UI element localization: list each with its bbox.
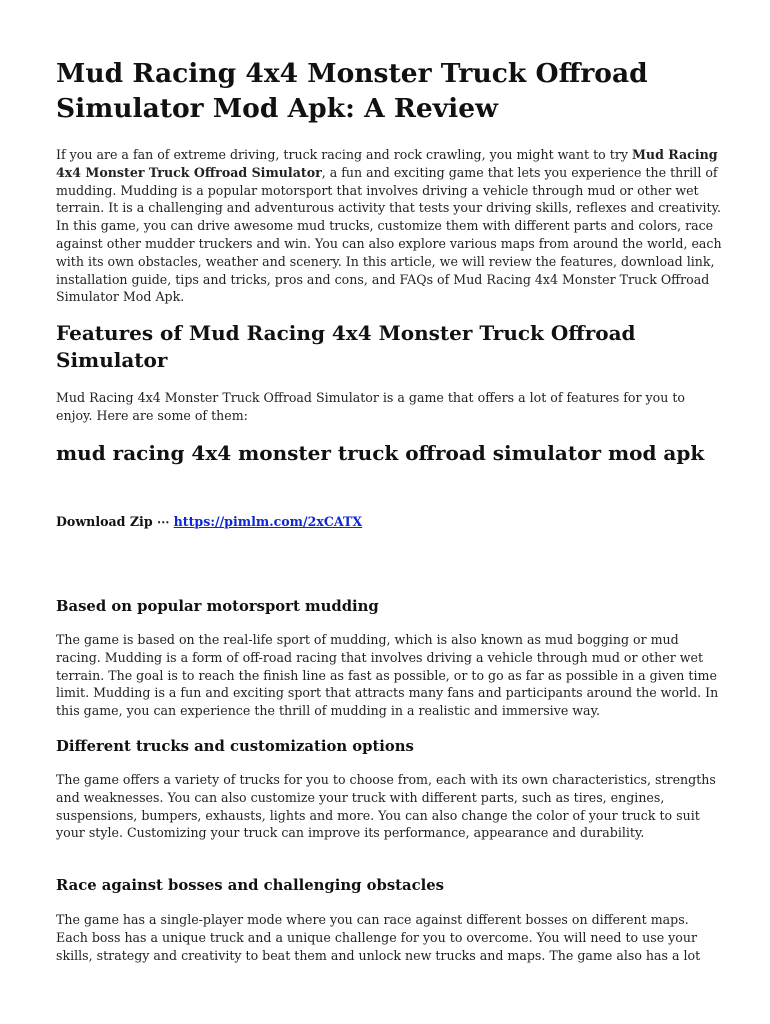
section-text-mudding: The game is based on the real-life sport of mudding, which is also known as mud bogging or mud racing. Mudding is a form of off-road racing that involves driving a vehicle through mud or other wet terrain. The goal is to reach the finish line as fast as possible, or to go as far as possible in a given time limit. Mudding is a fun and exciting sport that attracts many fans and participants around the world. In this game, you can experience the thrill of mudding in a realistic and immersive way. [56, 632, 719, 719]
download-link[interactable]: https://pimlm.com/2xCATX [173, 514, 363, 529]
download-label: Download Zip ⋯ [56, 514, 170, 529]
section-heading-bosses: Race against bosses and challenging obstacles [56, 877, 444, 894]
section-heading-trucks: Different trucks and customization options [56, 738, 414, 755]
section-text-trucks: The game offers a variety of trucks for you to choose from, each with its own characteristics, strengths and weaknesses. You can also customize your truck with different parts, such as tires, engines, suspensions, bumpers, exhausts, lights and more. You can also change the color of your truck to suit your style. Customizing your truck can improve its performance, appearance and durability. [56, 772, 716, 841]
section-heading-mudding: Based on popular motorsport mudding [56, 598, 379, 615]
features-intro: Mud Racing 4x4 Monster Truck Offroad Simulator is a game that offers a lot of features for you to enjoy. Here are some of them: [56, 390, 685, 423]
intro-text-start: If you are a fan of extreme driving, truck racing and rock crawling, you might want to try [56, 147, 632, 162]
keyword-heading: mud racing 4x4 monster truck offroad simulator mod apk [56, 441, 705, 465]
section-text-bosses: The game has a single-player mode where you can race against different bosses on different maps. Each boss has a unique truck and a unique challenge for you to overcome. You will need to use your skills, strategy and creativity to beat them and unlock new trucks and maps. The game also has a lot [56, 912, 701, 963]
article-title: Mud Racing 4x4 Monster Truck Offroad Simulator Mod Apk: A Review [56, 58, 648, 124]
intro-paragraph [56, 146, 722, 306]
intro-game-name: Mud Racing 4x4 Monster Truck Offroad Simulator [56, 147, 718, 180]
download-line [56, 513, 362, 531]
intro-text-end: , a fun and exciting game that lets you experience the thrill of mudding. Mudding is a popular motorsport that involves driving a vehicle through mud or other wet terrain. It is a challenging and adventurous activity that tests your driving skills, reflexes and creativity. In this game, you can drive awesome mud trucks, customize them with different parts and colors, race against other mudder truckers and win. You can also explore various maps from around the world, each with its own obstacles, weather and scenery. In this article, we will review the features, download link, installation guide, tips and tricks, pros and cons, and FAQs of Mud Racing 4x4 Monster Truck Offroad Simulator Mod Apk. [56, 164, 722, 305]
features-heading: Features of Mud Racing 4x4 Monster Truck Offroad Simulator [56, 321, 636, 372]
